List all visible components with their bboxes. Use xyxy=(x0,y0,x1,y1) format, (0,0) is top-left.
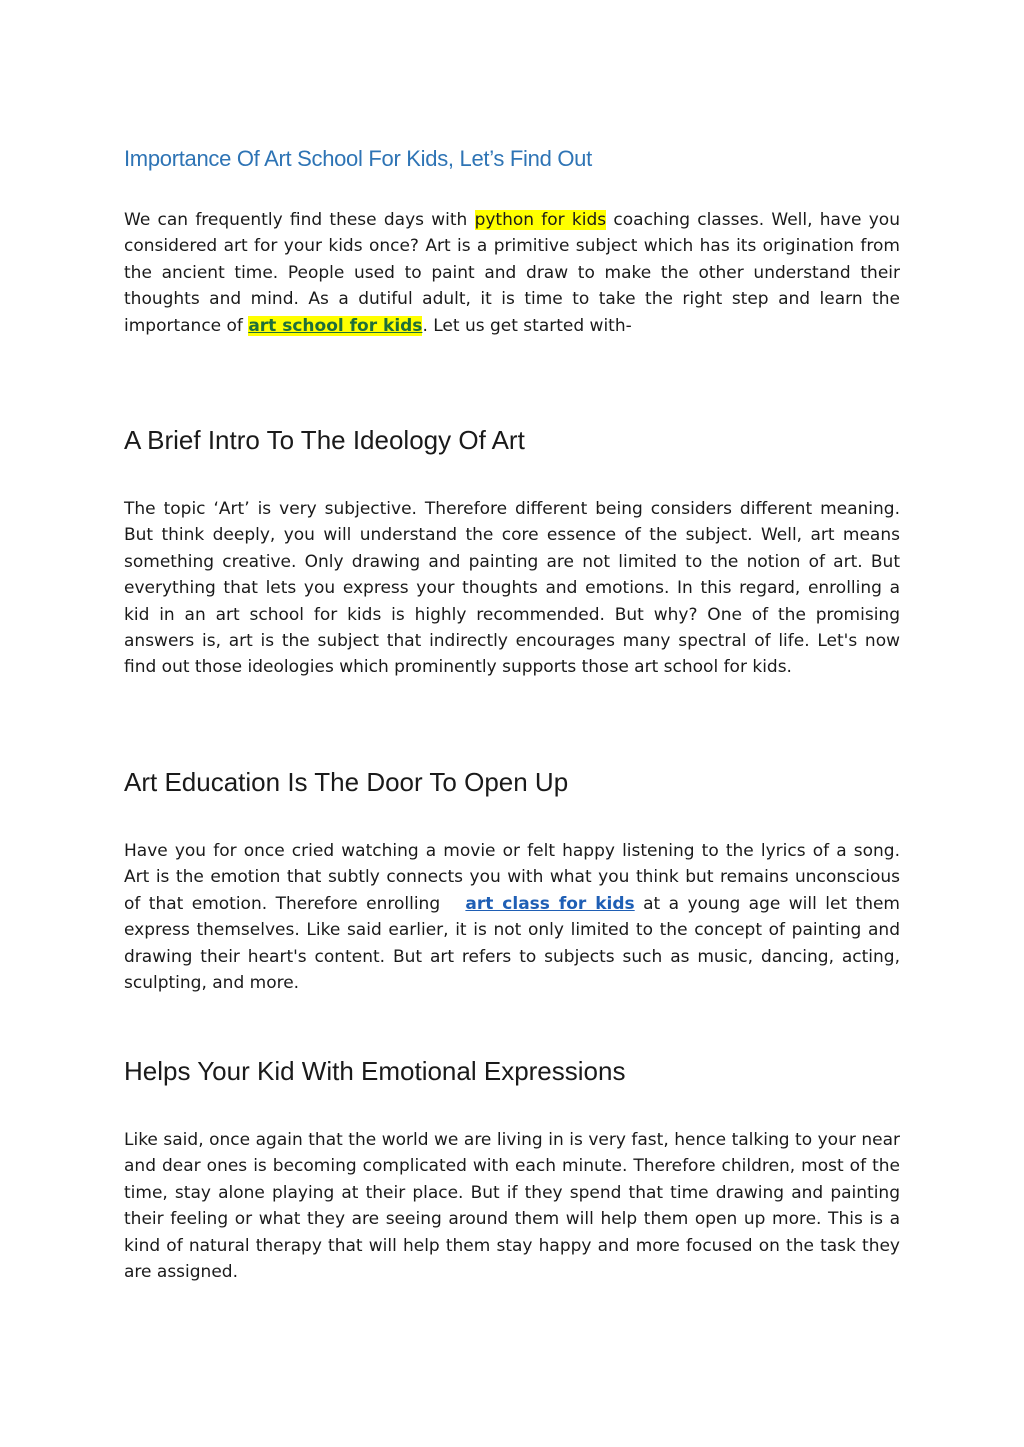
section-body-emotional-expressions: Like said, once again that the world we are living in is very fast, hence talking to your near and dear ones is becoming complicated with each minute. Therefore children, most of the time, stay alone playing at their place. But if they spend that time drawing and painting their feeling or what they are seeing around them will help them open up more. This is a kind of natural therapy that will help them stay happy and more focused on the task they are assigned. xyxy=(124,1130,900,1283)
art-class-for-kids-link[interactable]: art class for kids xyxy=(465,893,635,914)
document-title: Importance Of Art School For Kids, Let’s Find Out xyxy=(124,146,592,171)
intro-text-2: coaching classes. Well, have you considered art for your kids once? Art is a primitive subject which has its origination from the ancient time. People used to paint and draw to make the other understand their thoughts and mind. As a dutiful adult, it is time to take the right step and learn the importance of xyxy=(124,210,900,336)
section-heading-art-education: Art Education Is The Door To Open Up xyxy=(124,767,569,797)
intro-text-1: We can frequently find these days with xyxy=(124,210,475,230)
highlighted-keyword: python for kids xyxy=(474,210,607,230)
section-body-art-education xyxy=(124,838,906,996)
art-education-text-2: at a young age will let them express themselves. Like said earlier, it is not only limited to the concept of painting and drawing their heart's content. But art refers to subjects such as music, dancing, acting, sculpting, and more. xyxy=(124,893,900,994)
intro-text-3: . Let us get started with- xyxy=(422,315,632,336)
section-body-ideology: The topic ‘Art’ is very subjective. Therefore different being considers different meaning. But think deeply, you will understand the core essence of the subject. Well, art means something creative. Only drawing and painting are not limited to the notion of art. But everything that lets you express your thoughts and emotions. In this regard, enrolling a kid in an art school for kids is highly recommended. But why? One of the promising answers is, art is the subject that indirectly encourages many spectral of life. Let's now find out those ideologies which prominently supports those art school for kids. xyxy=(124,499,900,678)
art-education-text-1: Have you for once cried watching a movie or felt happy listening to the lyrics of a song. Art is the emotion that subtly connects you with what you think but remains unconscious of that emotion. Therefore enrolling xyxy=(124,841,906,914)
section-heading-emotional-expressions: Helps Your Kid With Emotional Expressions xyxy=(124,1056,626,1086)
intro-paragraph xyxy=(124,207,900,339)
section-heading-ideology: A Brief Intro To The Ideology Of Art xyxy=(124,425,525,455)
art-school-for-kids-link[interactable]: art school for kids xyxy=(248,315,423,336)
